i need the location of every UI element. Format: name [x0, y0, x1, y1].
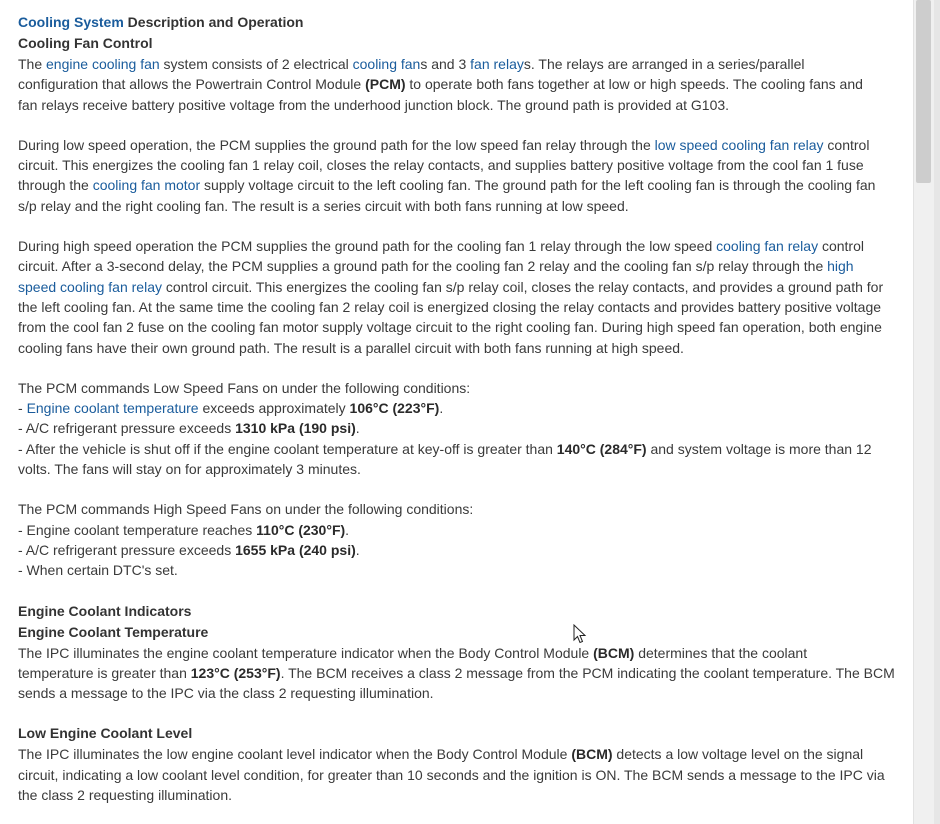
cooling-fan-motor-link[interactable]: cooling fan motor [92, 177, 201, 194]
subheading-low-coolant-level: Low Engine Coolant Level [18, 725, 193, 742]
text: s and 3 [420, 56, 471, 72]
vertical-scrollbar[interactable] [913, 0, 940, 824]
text: circuit, indicating a low coolant level condition, for greater than 10 seconds and the ignition is ON. The BCM sends a message to the IPC via [18, 766, 885, 783]
text: cooling fans have their own ground path. The result is a parallel circuit with both fans running at high speed. [18, 339, 684, 356]
bcm-abbrev: (BCM) [571, 746, 613, 763]
text: s. The relays are arranged in a series/parallel [523, 56, 805, 72]
text: circuit. This energizes the cooling fan 1 relay coil, closes the relay contacts, and supplies battery positive voltage from the cool fan 1 fuse [18, 157, 864, 174]
text: During low speed operation, the PCM supplies the ground path for the low speed fan relay through the [18, 136, 655, 153]
text: fan relays receive battery positive voltage from the underhood junction block. The ground path is provided at G103. [18, 96, 730, 113]
title-rest: Description and Operation [123, 14, 304, 30]
text: The [18, 56, 47, 72]
text: from the cool fan 2 fuse on the cooling fan motor supply voltage circuit to the right cooling fan. During high speed fan operation, both engine [18, 319, 882, 336]
high-speed-intro: The PCM commands High Speed Fans on under the following conditions: [18, 501, 474, 518]
paragraph-coolant-temperature: The IPC illuminates the engine coolant temperature indicator when the Body Control Module (BCM) determines that the coolant temperature is greater than 123°C (253°F). The BCM receives a class 2 message from the PCM indicating the coolant temperature. The BCM sends a message to the IPC via the class 2 requesting illumination. [18, 643, 904, 704]
cooling-system-link[interactable]: Cooling System [18, 14, 124, 30]
value: 106°C (223°F) [349, 400, 440, 417]
text: control [823, 136, 870, 153]
low-speed-intro: The PCM commands Low Speed Fans on under the following conditions: [18, 379, 471, 396]
high-speed-conditions [18, 499, 904, 580]
scrollbar-thumb[interactable] [916, 0, 931, 183]
low-speed-cooling-fan-relay-link[interactable]: low speed cooling fan relay [654, 136, 824, 153]
page-title [18, 12, 904, 33]
list-item-cont: volts. The fans will stay on for approximately 3 minutes. [18, 461, 361, 478]
low-speed-conditions [18, 378, 904, 479]
high-speed-cooling-fan-relay-link[interactable]: high [827, 258, 854, 275]
document-body [18, 12, 904, 805]
list-item: - When certain DTC's set. [18, 562, 178, 579]
fan-relay-link[interactable]: fan relay [470, 56, 524, 72]
text: supply voltage circuit to the left cooling fan. The ground path for the left cooling fan is through the cooling fan [200, 177, 876, 194]
engine-coolant-temperature-link[interactable]: Engine coolant temperature [26, 400, 199, 417]
text: the left cooling fan. At the same time the cooling fan 2 relay coil is energized closing the relay contacts and provides battery positive voltage [18, 298, 882, 315]
list-item: - Engine coolant temperature reaches 110°C (230°F). [18, 521, 350, 538]
engine-cooling-fan-link[interactable]: engine cooling fan [46, 56, 160, 72]
text: to operate both fans together at low or high speeds. The cooling fans and [405, 76, 863, 93]
list-item: - A/C refrigerant pressure exceeds 1310 kPa (190 psi). [18, 420, 360, 437]
mouse-cursor-icon [573, 624, 587, 644]
text: through the [18, 177, 93, 194]
text: configuration that allows the Powertrain Control Module [18, 76, 366, 93]
cooling-fan-link[interactable]: cooling fan [352, 56, 421, 72]
paragraph-low-speed [18, 135, 904, 216]
scrollbar-gutter [934, 0, 940, 824]
text: s/p relay and the right cooling fan. The result is a series circuit with both fans running at low speed. [18, 197, 629, 214]
paragraph-low-coolant-level: The IPC illuminates the low engine coolant level indicator when the Body Control Module (BCM) detects a low voltage level on the signal circuit, indicating a low coolant level condition, for greater than 10 seconds and the ignition is ON. The BCM sends a message to the IPC via the class 2 requesting illumination. [18, 744, 904, 805]
section-heading-indicators: Engine Coolant Indicators [18, 602, 192, 619]
text: system consists of 2 electrical [159, 56, 353, 72]
text: circuit. After a 3-second delay, the PCM supplies a ground path for the cooling fan 2 relay and the cooling fan s/p relay through the [18, 258, 828, 275]
text: During high speed operation the PCM supplies the ground path for the cooling fan 1 relay through the low speed [18, 238, 717, 255]
text: the class 2 requesting illumination. [18, 787, 233, 804]
value: 110°C (230°F) [256, 521, 346, 538]
pcm-abbrev: (PCM) [365, 76, 406, 93]
value: 140°C (284°F) [556, 440, 647, 457]
list-item: - Engine coolant temperature exceeds approximately 106°C (223°F). [18, 400, 444, 417]
bcm-abbrev: (BCM) [593, 644, 635, 661]
section-heading-fan-control: Cooling Fan Control [18, 35, 153, 51]
list-item: - After the vehicle is shut off if the engine coolant temperature at key-off is greater than 140°C (284°F) and system voltage is more than 12 [18, 440, 872, 457]
value: 1310 kPa (190 psi) [235, 420, 356, 437]
list-item: - A/C refrigerant pressure exceeds 1655 kPa (240 psi). [18, 541, 360, 558]
paragraph-high-speed [18, 236, 904, 358]
text: control [818, 238, 864, 255]
value: 123°C (253°F) [190, 664, 281, 681]
text: control circuit. This energizes the cooling fan s/p relay coil, closes the relay contacts, and provides a ground path for [162, 278, 884, 295]
text: sends a message to the IPC via the class 2 requesting illumination. [18, 685, 434, 702]
paragraph-fan-system [18, 54, 904, 115]
subheading-coolant-temperature: Engine Coolant Temperature [18, 623, 209, 640]
high-speed-cooling-fan-relay-link-cont[interactable]: speed cooling fan relay [18, 278, 162, 295]
value: 1655 kPa (240 psi) [235, 541, 356, 558]
cooling-fan-relay-link[interactable]: cooling fan relay [716, 238, 819, 255]
